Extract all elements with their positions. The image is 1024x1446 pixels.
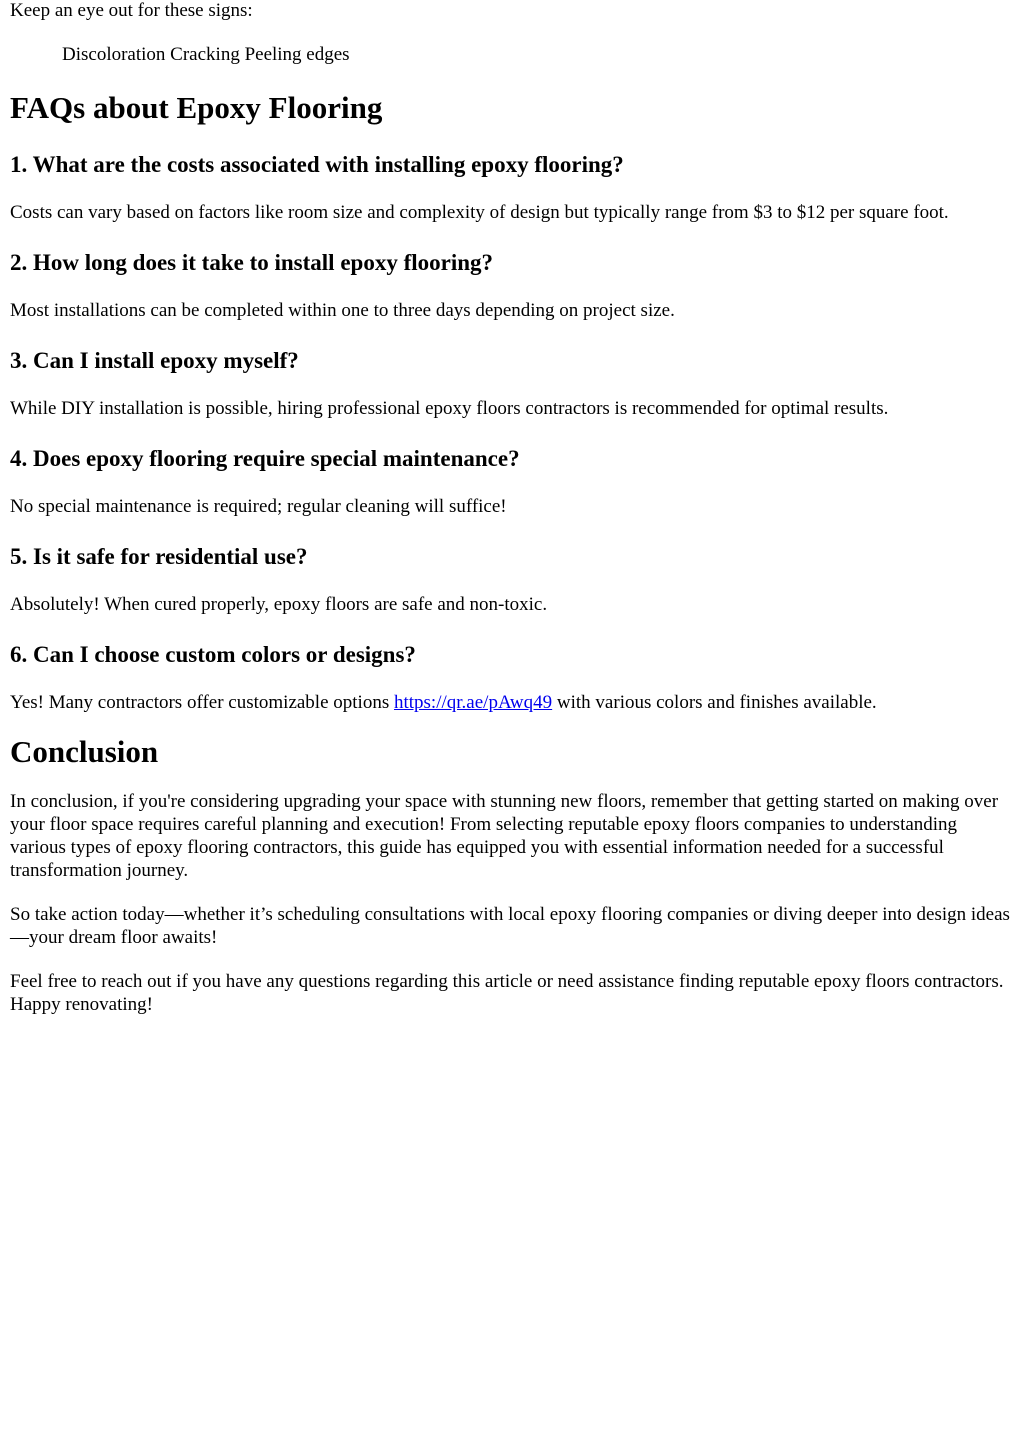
conclusion-heading: Conclusion bbox=[10, 734, 159, 769]
faq-question-5: 5. Is it safe for residential use? bbox=[10, 544, 308, 569]
faq-question-3: 3. Can I install epoxy myself? bbox=[10, 348, 299, 373]
intro-text: Keep an eye out for these signs: bbox=[10, 0, 253, 21]
faq-question-4: 4. Does epoxy flooring require special maintenance? bbox=[10, 446, 520, 471]
faq-question-2: 2. How long does it take to install epoxy flooring? bbox=[10, 250, 494, 275]
faq-answer-4: No special maintenance is required; regular cleaning will suffice! bbox=[10, 496, 507, 517]
conclusion-paragraph-2: So take action today—whether it’s scheduling consultations with local epoxy flooring companies or diving deeper into design ideas—your dream floor awaits! bbox=[10, 904, 1010, 948]
faq-answer-6-before: Yes! Many contractors offer customizable options bbox=[10, 692, 394, 713]
faq-answer-3: While DIY installation is possible, hiring professional epoxy floors contractors is recommended for optimal results. bbox=[10, 398, 889, 419]
faq-question-6: 6. Can I choose custom colors or designs? bbox=[10, 642, 416, 667]
custom-options-link[interactable]: https://qr.ae/pAwq49 bbox=[393, 692, 553, 713]
faq-answer-6 bbox=[10, 691, 1014, 714]
faq-question-1: 1. What are the costs associated with installing epoxy flooring? bbox=[10, 152, 624, 177]
faq-answer-6-after: with various colors and finishes available. bbox=[552, 692, 877, 713]
conclusion-paragraph-1: In conclusion, if you're considering upgrading your space with stunning new floors, remember that getting started on making over your floor space requires careful planning and execution! From selecting reputable epoxy floors companies to understanding various types of epoxy flooring contractors, this guide has equipped you with essential information needed for a successful transformation journey. bbox=[10, 791, 999, 881]
faq-heading: FAQs about Epoxy Flooring bbox=[10, 90, 383, 125]
conclusion-paragraph-3: Feel free to reach out if you have any questions regarding this article or need assistance finding reputable epoxy floors contractors. Happy renovating! bbox=[10, 971, 1004, 1015]
faq-answer-2: Most installations can be completed within one to three days depending on project size. bbox=[10, 300, 675, 321]
faq-answer-1: Costs can vary based on factors like room size and complexity of design but typically range from $3 to $12 per square foot. bbox=[10, 202, 949, 223]
signs-list: Discoloration Cracking Peeling edges bbox=[62, 44, 350, 65]
faq-answer-5: Absolutely! When cured properly, epoxy floors are safe and non-toxic. bbox=[10, 594, 548, 615]
